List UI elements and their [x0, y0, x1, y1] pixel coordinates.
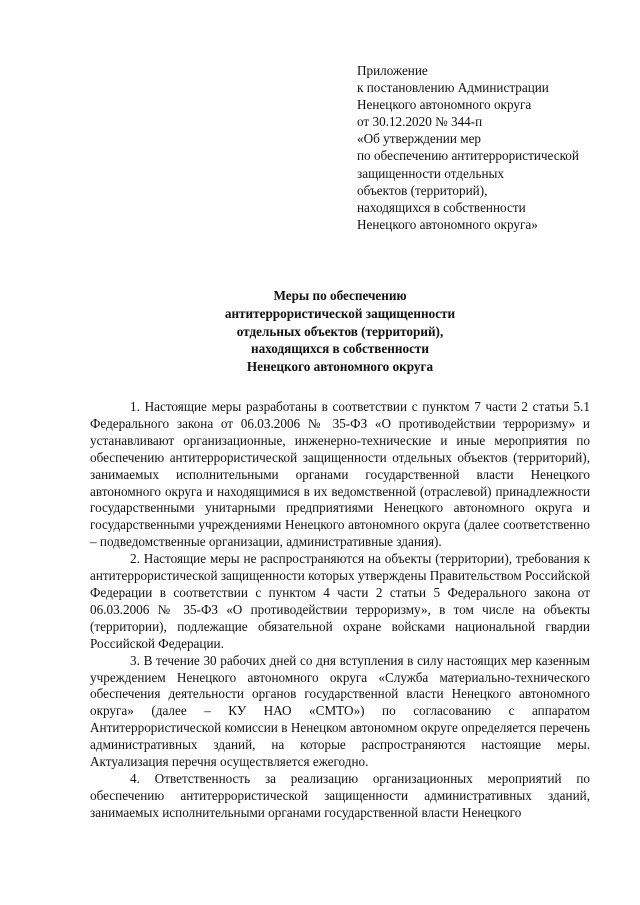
document-body [90, 399, 590, 822]
appendix-line: по обеспечению антитеррористической [357, 148, 579, 164]
title-line: Ненецкого автономного округа [246, 359, 434, 375]
appendix-line: защищенности отдельных [357, 165, 504, 181]
appendix-line: объектов (территорий), [357, 182, 488, 198]
paragraph-4: 4. Ответственность за реализацию организационных мероприятий по обеспечению антитеррористической защищенности административных зданий, занимаемых исполнительными органами государственной власти Ненецкого [90, 770, 590, 820]
title-line: отдельных объектов (территорий), [236, 323, 444, 339]
appendix-line: к постановлению Администрации [357, 80, 549, 96]
appendix-note [357, 62, 627, 233]
appendix-line: «Об утверждении мер [357, 131, 482, 147]
paragraph-1: 1. Настоящие меры разработаны в соответствии с пунктом 7 части 2 статьи 5.1 Федерального закона от 06.03.2006 № 35-ФЗ «О противодействии терроризму» и устанавливают организационные, инженерно-технические и иные мероприятия по обеспечению антитеррористической защищенности отдельных объектов (территорий), занимаемых исполнительными органами государственной власти Ненецкого автономного округа и находящимися в их ведомственной (отраслевой) принадлежности государственными унитарными предприятиями Ненецкого автономного округа и государственными учреждениями Ненецкого автономного округа (далее соответственно – подведомственные организации, административные здания). [90, 399, 590, 550]
appendix-line: Приложение [357, 63, 428, 78]
title-line: Меры по обеспечению [273, 288, 407, 303]
paragraph-3: 3. В течение 30 рабочих дней со дня вступления в силу настоящих мер казенным учреждением Ненецкого автономного округа «Служба материально-технического обеспечения деятельности органов государственной власти Ненецкого автономного округа» (далее – КУ НАО «СМТО») по согласованию с аппаратом Антитеррористической комиссии в Ненецком автономном округе определяется перечень административных зданий, на которые распространяются настоящие меры. Актуализация перечня осуществляется ежегодно. [90, 652, 590, 770]
title-line: находящихся в собственности [250, 341, 430, 357]
appendix-line: от 30.12.2020 № 344-п [357, 114, 483, 130]
document-title [90, 287, 590, 376]
appendix-line: Ненецкого автономного округа» [357, 216, 538, 232]
paragraph-2: 2. Настоящие меры не распространяются на объекты (территории), требования к антитеррористической защищенности которых утверждены Правительством Российской Федерации в соответствии с пунктом 4 части 2 статьи 5 Федерального закона от 06.03.2006 № 35-ФЗ «О противодействии терроризму», в том числе на объекты (территории), подлежащие обязательной охране войсками национальной гвардии Российской Федерации. [90, 551, 590, 651]
title-line: антитеррористической защищенности [224, 305, 456, 321]
appendix-line: Ненецкого автономного округа [357, 97, 532, 113]
appendix-line: находящихся в собственности [357, 199, 526, 215]
